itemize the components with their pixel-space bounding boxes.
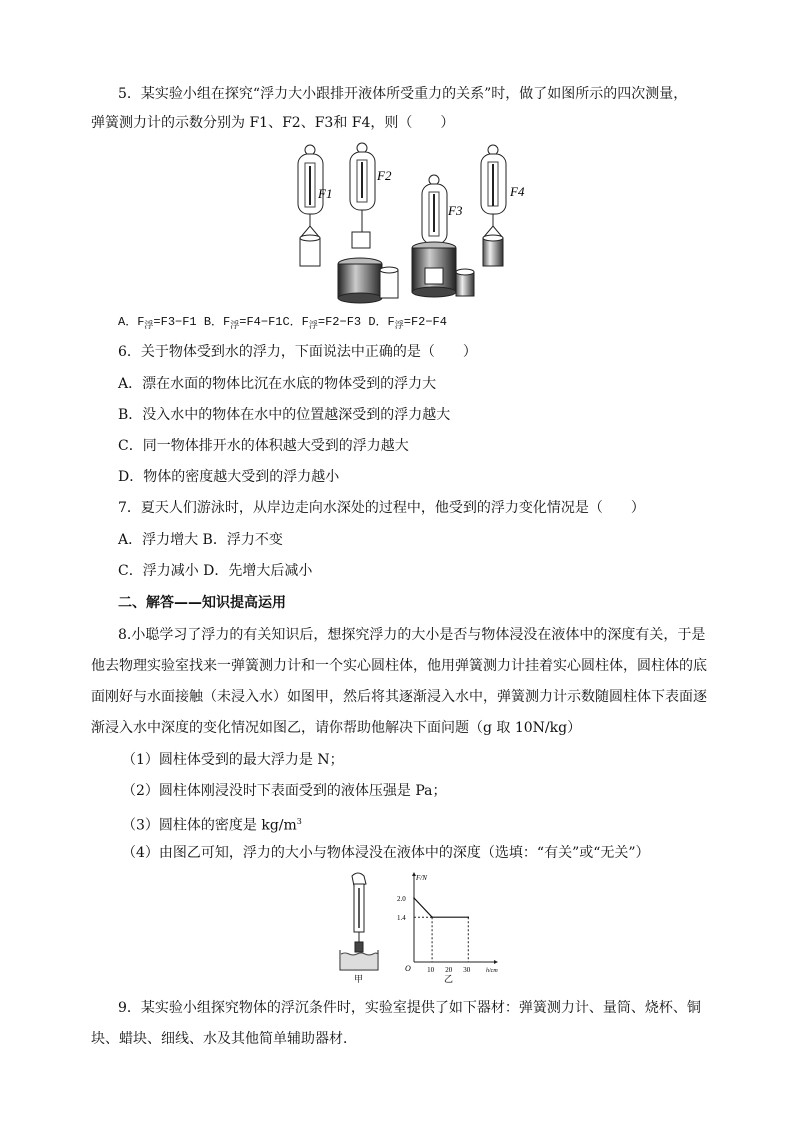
q5-options: A．$F_浮=F3-F1$ B．$F_浮=F4-F1C$．$F_浮=F2-F3$ D．$F_浮=F2-F4$ bbox=[118, 315, 447, 331]
series-line bbox=[414, 898, 468, 917]
spring-scale-f3 bbox=[412, 175, 474, 297]
q5-stem-line1: 5．某实验小组在探究“浮力大小跟排开液体所受重力的关系”时，做了如图所示的四次测量， bbox=[118, 86, 688, 102]
q8-stem-line3: 面刚好与水面接触（未浸入水）如图甲，然后将其逐渐浸入水中，弹簧测力计示数随圆柱体下表面逐 bbox=[91, 689, 707, 705]
figure-label-f1: F1 bbox=[318, 186, 333, 201]
x-axis-arrow bbox=[494, 960, 498, 964]
y-axis-label: F/N bbox=[416, 874, 427, 882]
y-tick-label: 2.0 bbox=[397, 895, 406, 903]
x-axis-label: h/cm bbox=[486, 968, 498, 974]
q9-line2: 块、蜡块、细线、水及其他简单辅助器材． bbox=[91, 1031, 357, 1047]
q8-stem-line1: 8.小聪学习了浮力的有关知识后，想探究浮力的大小是否与物体浸没在液体中的深度有关，于是 bbox=[118, 627, 706, 643]
q6-option-d: D．物体的密度越大受到的浮力越小 bbox=[118, 469, 340, 485]
q5-stem-line2: 弹簧测力计的示数分别为 F1、F2、F3和 F4，则（ ） bbox=[91, 115, 455, 131]
q8-sub3: （3）圆柱体的密度是 $kg/m^3$ bbox=[122, 817, 302, 834]
q7-options-ab: A．浮力增大 B．浮力不变 bbox=[118, 532, 283, 548]
figure-label-f3: F3 bbox=[448, 203, 463, 218]
q6-option-c: C．同一物体排开水的体积越大受到的浮力越大 bbox=[118, 438, 409, 454]
q6-option-b: B．没入水中的物体在水中的位置越深受到的浮力越大 bbox=[118, 407, 451, 423]
q6-option-a: A．漂在水面的物体比沉在水底的物体受到的浮力大 bbox=[118, 376, 437, 392]
spring-scale-f1 bbox=[298, 145, 323, 266]
origin-label: O bbox=[405, 964, 411, 973]
q8-sub2: （2）圆柱体刚浸没时下表面受到的液体压强是 Pa； bbox=[122, 783, 447, 799]
y-tick-label: 1.4 bbox=[397, 914, 406, 923]
q8-stem-line4: 渐浸入水中深度的变化情况如图乙，请你帮助他解决下面问题（g 取 10N/kg） bbox=[91, 720, 582, 736]
figure-label-jia: 甲 bbox=[354, 974, 364, 984]
data-point bbox=[431, 916, 433, 918]
figure-label-f2: F2 bbox=[377, 168, 392, 183]
q9-line1: 9．某实验小组探究物体的浮沉条件时，实验室提供了如下器材：弹簧测力计、量筒、烧杯、铜 bbox=[118, 1000, 701, 1016]
q8-sub4: （4）由图乙可知，浮力的大小与物体浸没在液体中的深度（选填：“有关”或“无关”） bbox=[122, 845, 650, 861]
x-tick-label: 20 bbox=[445, 966, 453, 974]
figure-label-yi: 乙 bbox=[444, 974, 454, 984]
q8-chart-yi bbox=[380, 870, 500, 984]
x-tick-label: 10 bbox=[427, 966, 435, 974]
spring-scale-f4 bbox=[481, 145, 506, 266]
q6-stem: 6．关于物体受到水的浮力，下面说法中正确的是（ ） bbox=[118, 344, 477, 360]
data-point bbox=[413, 897, 415, 899]
x-tick-label: 30 bbox=[463, 966, 471, 974]
spring-scale-f2 bbox=[338, 143, 398, 303]
q8-stem-line2: 他去物理实验室找来一弹簧测力计和一个实心圆柱体，他用弹簧测力计挂着实心圆柱体，圆柱体的底 bbox=[91, 658, 707, 674]
q7-options-cd: C．浮力减小 D．先增大后减小 bbox=[118, 563, 313, 579]
data-point bbox=[467, 916, 469, 918]
q7-stem: 7．夏天人们游泳时，从岸边走向水深处的过程中，他受到的浮力变化情况是（ ） bbox=[118, 500, 645, 516]
q8-sub1: （1）圆柱体受到的最大浮力是 N； bbox=[122, 752, 344, 768]
section-title: 二、解答——知识提高运用 bbox=[118, 595, 286, 611]
figure-label-f4: F4 bbox=[510, 184, 525, 199]
